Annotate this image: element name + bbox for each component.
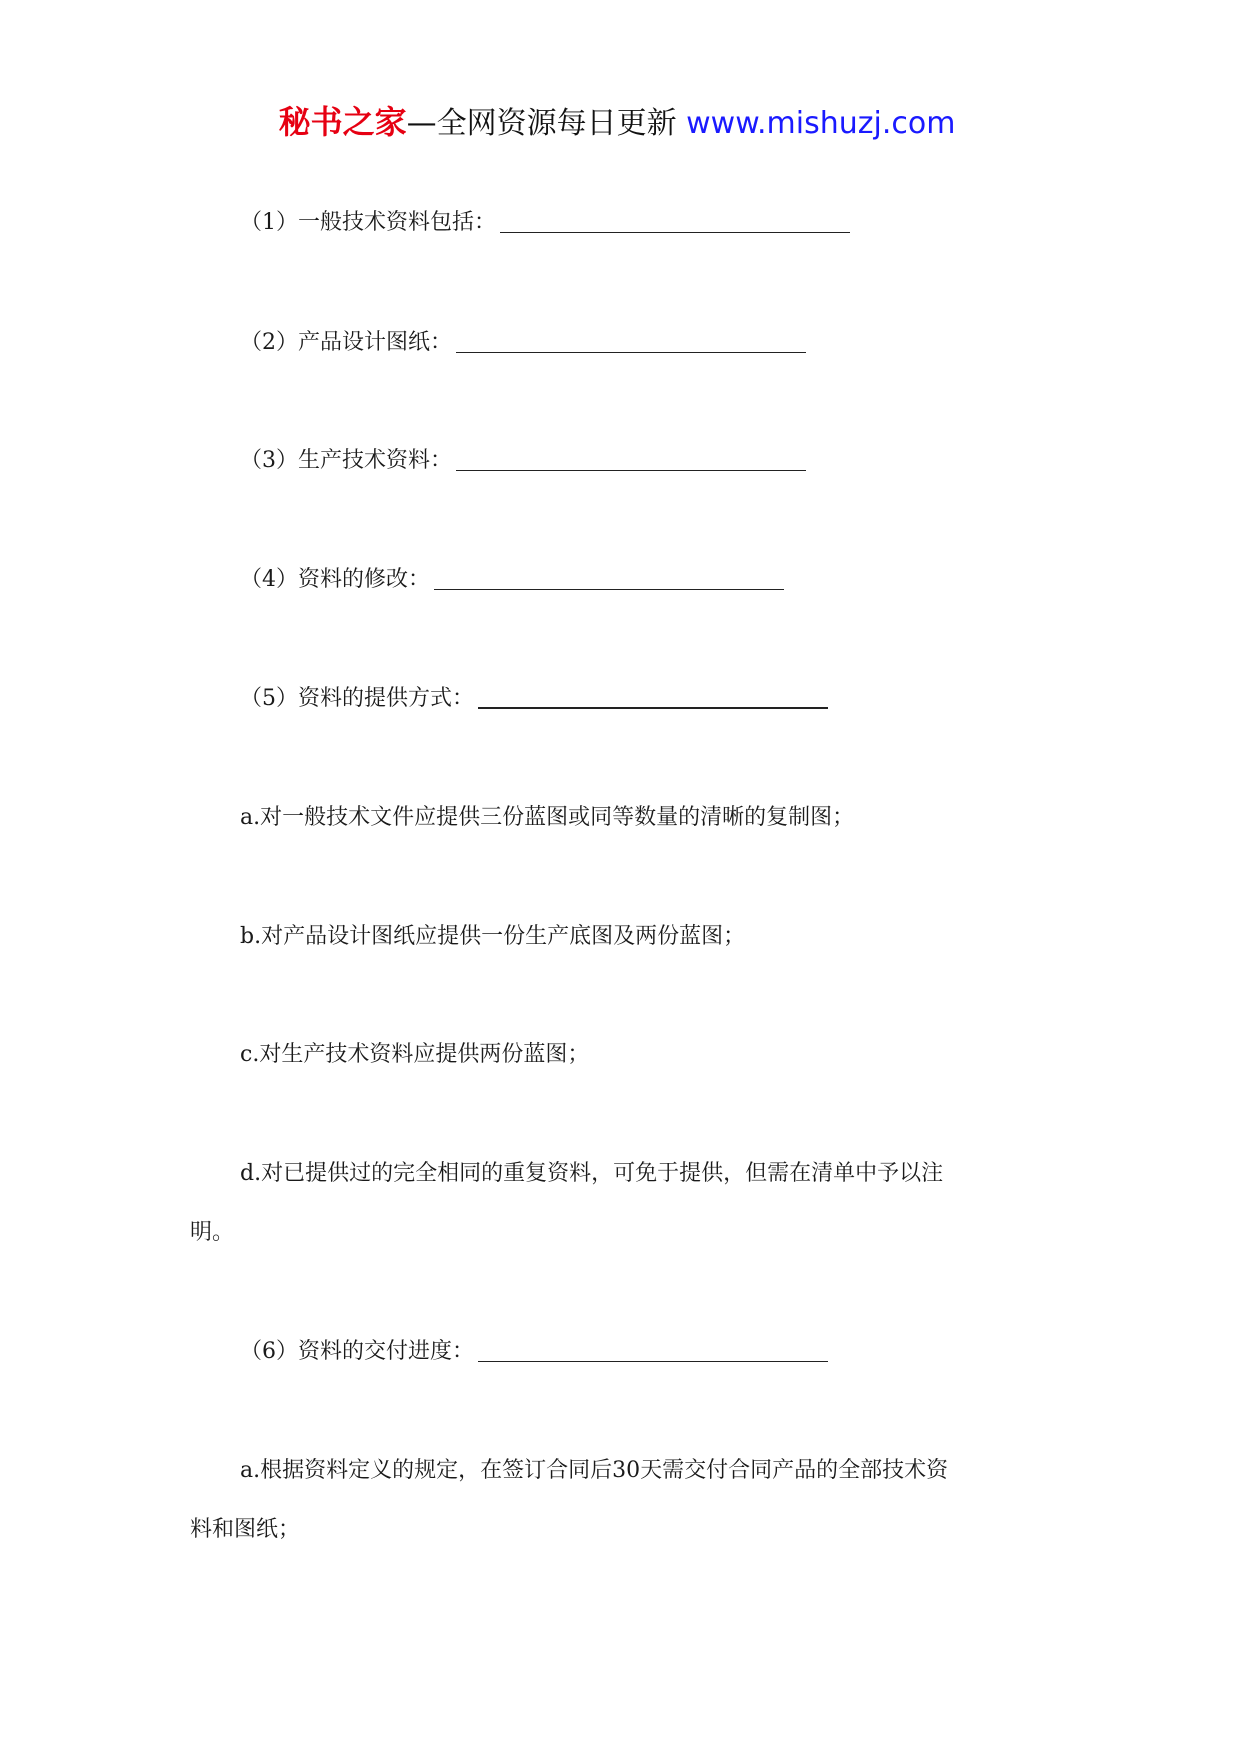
- item-general-technical-docs: [240, 208, 850, 238]
- item-doc-modification: [240, 565, 784, 595]
- fill-in-blank: [500, 210, 850, 233]
- clause-b-design-drawings: b.对产品设计图纸应提供一份生产底图及两份蓝图；: [240, 924, 746, 949]
- clause-c-production-docs: c.对生产技术资料应提供两份蓝图；: [240, 1042, 590, 1067]
- item-label: （3）生产技术资料：: [240, 448, 452, 473]
- fill-in-blank: [456, 330, 806, 353]
- delivery-clause-a-line-1: a.根据资料定义的规定，在签订合同后30天需交付合同产品的全部技术资: [240, 1458, 949, 1483]
- item-label: （2）产品设计图纸：: [240, 330, 452, 355]
- item-product-design-drawings: [240, 328, 806, 358]
- item-production-technical-docs: [240, 446, 806, 476]
- clause-d-line-2: 明。: [190, 1220, 235, 1245]
- item-label: （6）资料的交付进度：: [240, 1339, 474, 1364]
- item-delivery-schedule: [240, 1337, 828, 1367]
- header-tagline: —全网资源每日更新: [406, 106, 677, 141]
- site-url-link[interactable]: www.mishuzj.com: [686, 106, 956, 141]
- delivery-clause-a-line-2: 料和图纸；: [190, 1517, 301, 1542]
- clause-a-general-docs: a.对一般技术文件应提供三份蓝图或同等数量的清晰的复制图；: [240, 805, 855, 830]
- fill-in-blank: [434, 567, 784, 590]
- clause-d-line-1: d.对已提供过的完全相同的重复资料，可免于提供，但需在清单中予以注: [240, 1161, 944, 1186]
- fill-in-blank: [478, 1339, 828, 1362]
- item-label: （4）资料的修改：: [240, 567, 430, 592]
- fill-in-blank: [456, 448, 806, 471]
- site-header: [0, 102, 1234, 144]
- brand-name: 秘书之家: [278, 103, 407, 141]
- item-provision-method: [240, 684, 828, 714]
- item-label: （5）资料的提供方式：: [240, 686, 474, 711]
- item-label: （1）一般技术资料包括：: [240, 210, 496, 235]
- fill-in-blank: [478, 685, 828, 709]
